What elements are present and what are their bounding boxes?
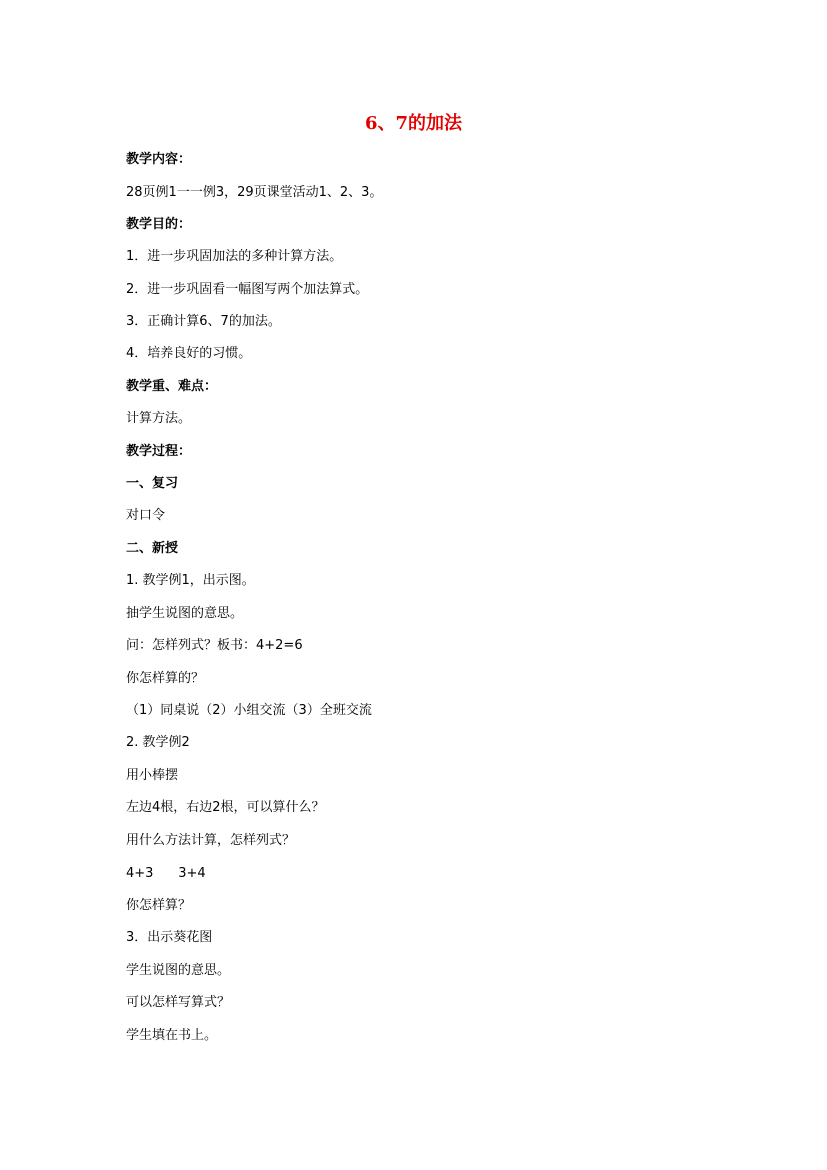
paragraph-line: 3．正确计算6、7的加法。 [126, 314, 281, 329]
paragraph-line: 2. 教学例2 [126, 735, 190, 750]
paragraph-line: 28页例1一一例3，29页课堂活动1、2、3。 [126, 185, 383, 200]
paragraph-line: 3．出示葵花图 [126, 930, 213, 945]
paragraph-line: 计算方法。 [126, 411, 192, 426]
paragraph-line: 你怎样算的？ [126, 671, 205, 686]
heading-new-lesson: 二、新授 [126, 541, 179, 556]
heading-teaching-purpose: 教学目的： [126, 217, 192, 232]
paragraph-line: 你怎样算？ [126, 898, 192, 913]
paragraph-line: （1）同桌说（2）小组交流（3）全班交流 [126, 703, 372, 718]
paragraph-line: 用什么方法计算，怎样列式？ [126, 833, 296, 848]
paragraph-line: 4+3 3+4 [126, 866, 206, 881]
paragraph-line: 4．培养良好的习惯。 [126, 346, 252, 361]
paragraph-line: 学生说图的意思。 [126, 963, 231, 978]
paragraph-line: 用小棒摆 [126, 768, 179, 783]
heading-review: 一、复习 [126, 476, 179, 491]
paragraph-line: 抽学生说图的意思。 [126, 606, 244, 621]
paragraph-line: 对口令 [126, 508, 166, 523]
paragraph-line: 可以怎样写算式？ [126, 995, 231, 1010]
heading-key-points: 教学重、难点： [126, 379, 218, 394]
paragraph-line: 学生填在书上。 [126, 1028, 218, 1043]
paragraph-line: 问：怎样列式？板书：4+2=6 [126, 638, 303, 653]
paragraph-line: 左边4根，右边2根，可以算什么？ [126, 800, 325, 815]
paragraph-line: 1. 教学例1，出示图。 [126, 573, 255, 588]
document-title: 6、7的加法 [364, 113, 463, 134]
heading-teaching-process: 教学过程： [126, 444, 192, 459]
heading-teaching-content: 教学内容： [126, 152, 192, 167]
paragraph-line: 2．进一步巩固看一幅图写两个加法算式。 [126, 282, 369, 297]
paragraph-line: 1．进一步巩固加法的多种计算方法。 [126, 249, 343, 264]
